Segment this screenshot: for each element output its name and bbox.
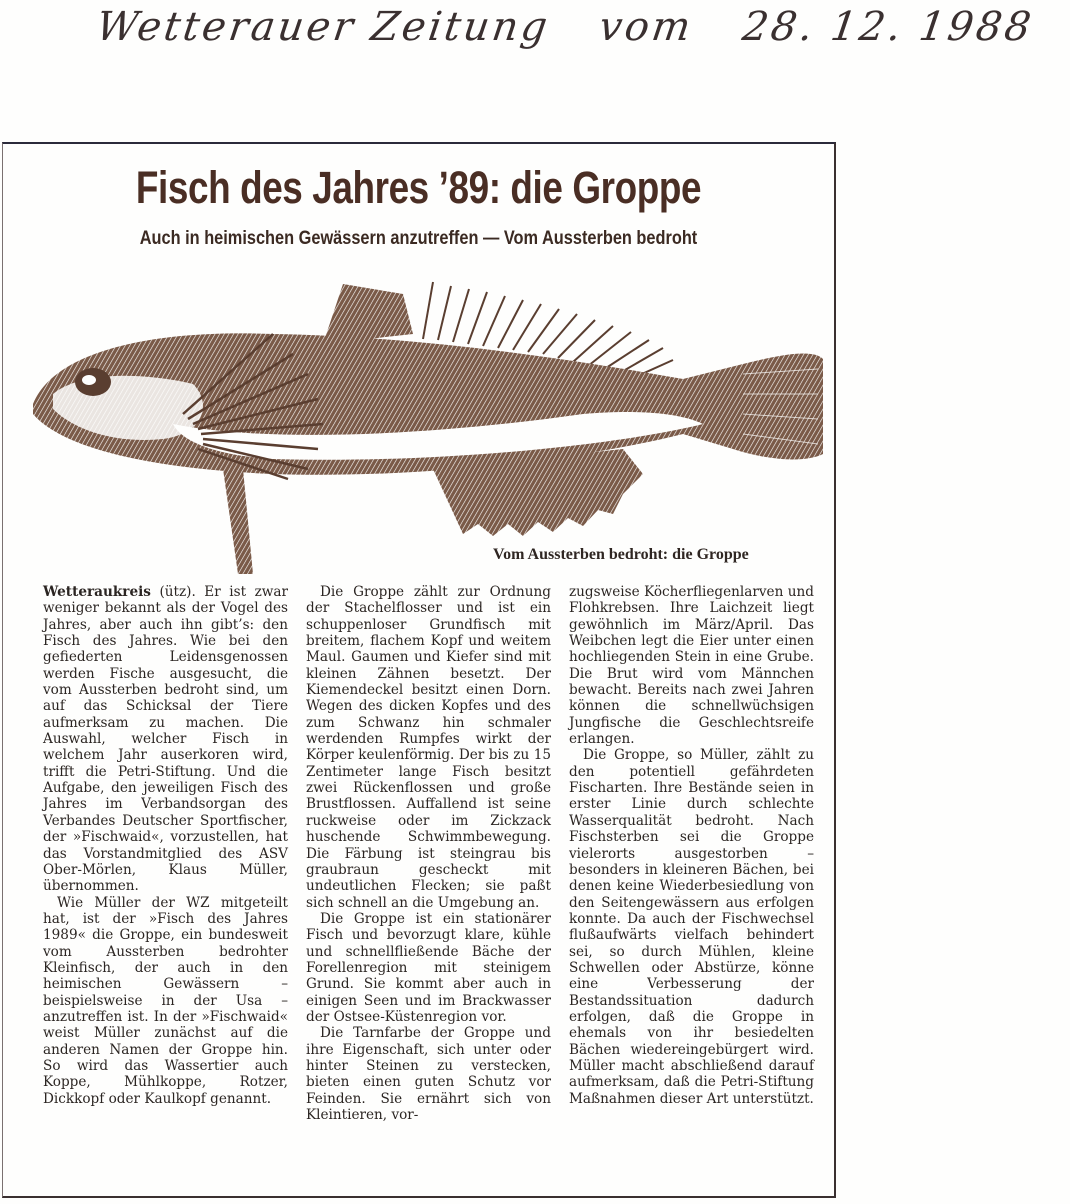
image-caption: Vom Aussterben bedroht: die Groppe xyxy=(493,546,749,563)
fish-illustration-icon xyxy=(23,274,833,574)
handwritten-date: 28. 12. 1988 xyxy=(739,4,1037,50)
newspaper-clipping xyxy=(2,142,836,1198)
paragraph: Die Groppe zählt zur Ordnung der Stachelflosser und ist ein schuppenloser Grundfisch mit breitem, flachem Kopf und weitem Maul. Gaumen und Kiefer sind mit kleinen Zähnen besetzt. Der Kiemendeckel besitzt einen Dorn. Wegen des dicken Kopfes und des zum Schwanz hin schmaler werdenden Rumpfes wirkt der Körper keulenförmig. Der bis zu 15 Zentimeter lange Fisch besitzt zwei Rückenflossen und große Brustflossen. Auffallend ist seine ruckweise oder im Zickzack huschende Schwimmbewegung. Die Färbung ist steingrau bis graubraun gescheckt mit undeutlichen Flecken; sie paßt sich schnell an die Umgebung an. xyxy=(306,584,551,911)
paragraph: Die Groppe ist ein stationärer Fisch und bevorzugt klare, kühle und schnellfließende Bäche der Forellenregion mit steinigem Grund. Sie kommt aber auch in einigen Seen und im Brackwasser der Ostsee-Küstenregion vor. xyxy=(306,910,551,1025)
pelvic-fin xyxy=(223,469,253,574)
dateline: Wetteraukreis xyxy=(43,584,151,600)
paragraph: Die Tarnfarbe der Groppe und ihre Eigenschaft, sich unter oder hinter Steinen zu verstecken, bieten einen guten Schutz vor Feinden. Sie ernährt sich von Kleintieren, vor- xyxy=(306,1025,551,1123)
article-column-3 xyxy=(569,584,814,1107)
article-column-2 xyxy=(306,584,551,1123)
article-column-1 xyxy=(43,584,288,1107)
paragraph: zugsweise Köcherfliegenlarven und Flohkrebsen. Ihre Laichzeit liegt gewöhnlich im März/April. Das Weibchen legt die Eier unter einen hochliegenden Stein in eine Grube. Die Brut wird vom Männchen bewacht. Bereits nach zwei Jahren können die schnellwüchsigen Jungfische die Geschlechtsreife erlangen. xyxy=(569,584,814,748)
paragraph-text: (ütz). Er ist zwar weniger bekannt als der Vogel des Jahres, aber auch ihn gibt’s: den Fisch des Jahres. Wie bei den gefiederten Leidensgenossen werden Fische ausgesucht, die vom Aussterben bedroht sind, um auf das Schicksal der Tiere aufmerksam zu machen. Die Auswahl, welcher Fisch in welchem Jahr auserkoren wird, trifft die Petri-Stiftung. Und die Aufgabe, den jeweiligen Fisch des Jahres im Verbandsorgan des Verbandes Deutscher Sportfischer, der »Fischwaid«, vorzustellen, hat das Vorstandmitglied des ASV Ober-Mörlen, Klaus Müller, übernommen. xyxy=(43,584,288,895)
article-headline: Fisch des Jahres ’89: die Groppe xyxy=(135,162,702,213)
paragraph: Wie Müller der WZ mitgeteilt hat, ist der »Fisch des Jahres 1989« die Groppe, ein bundesweit vom Aussterben bedrohter Kleinfisch, der auch in den heimischen Gewässern – beispielsweise in der Usa – anzutreffen ist. In der »Fischwaid« weist Müller zunächst auf die anderen Namen der Groppe hin. So wird das Wassertier auch Koppe, Mühlkoppe, Rotzer, Dickkopf oder Kaulkopf genannt. xyxy=(43,894,288,1107)
handwritten-word-vom: vom xyxy=(596,4,697,50)
paragraph: Die Groppe, so Müller, zählt zu den potentiell gefährdeten Fischarten. Ihre Bestände seien in erster Linie durch schlechte Wasserqualität bedroht. Nach Fischsterben sei die Groppe vielerorts ausgestorben – besonders in kleineren Bächen, bei denen keine Wiederbesiedlung von den Seitengewässern aus erfolgen konnte. Da auch der Fischwechsel flußaufwärts vielfach behindert sei, so durch Mühlen, kleine Schwellen oder Abstürze, könne eine Verbesserung der Bestandssituation dadurch erfolgen, daß die Groppe in ehemals von ihr besiedelten Bächen wiedereingebürgert wird. Müller macht abschließend darauf aufmerksam, daß die Petri-Stiftung Maßnahmen dieser Art unterstützt. xyxy=(569,747,814,1107)
handwritten-source-note xyxy=(90,4,1037,74)
article-body xyxy=(43,584,823,1194)
article-subheadline: Auch in heimischen Gewässern anzutreffen — Vom Aussterben bedroht xyxy=(139,228,698,249)
paragraph xyxy=(43,584,288,895)
handwritten-newspaper-name: Wetterauer Zeitung xyxy=(93,4,553,50)
